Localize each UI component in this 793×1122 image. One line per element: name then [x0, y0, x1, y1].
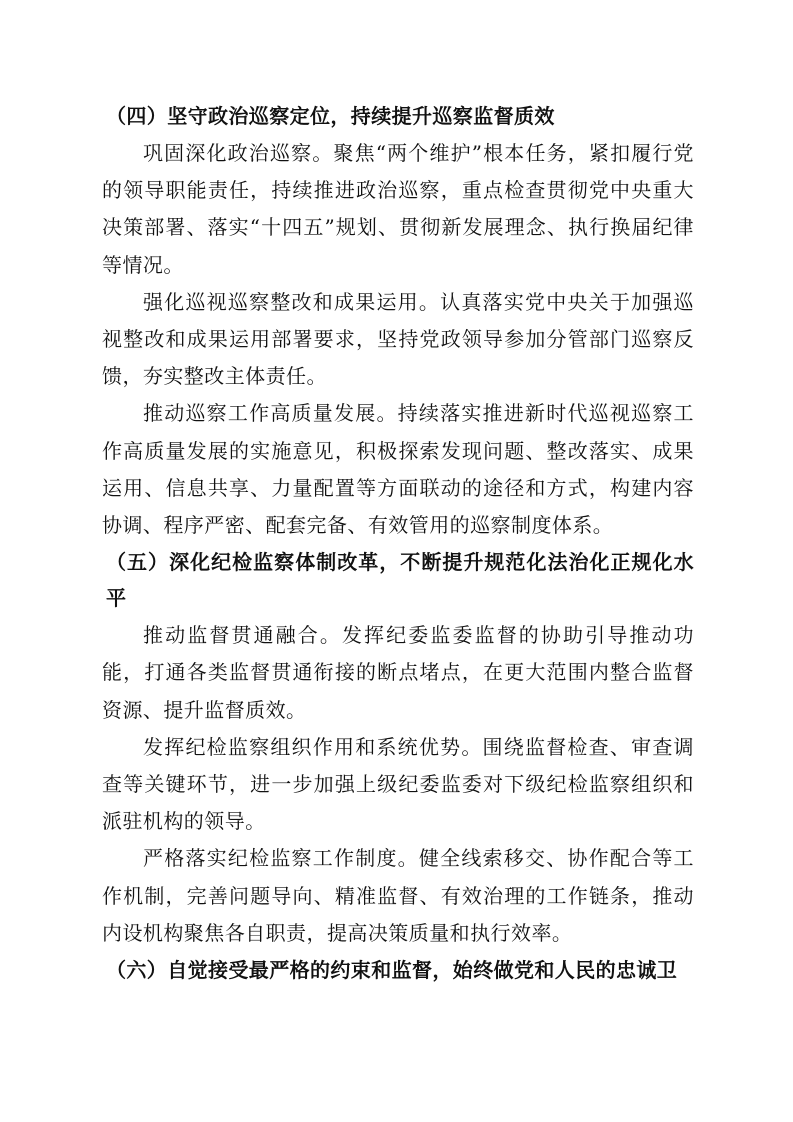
paragraph: 严格落实纪检监察工作制度。健全线索移交、协作配合等工作机制，完善问题导向、精准监督、有效治理的工作链条，推动内设机构聚焦各自职责，提高决策质量和执行效率。: [102, 846, 694, 945]
section-heading-5: （五）深化纪检监察体制改革，不断提升规范化法治化正规化水平: [106, 550, 694, 611]
paragraph: 推动巡察工作高质量发展。持续落实推进新时代巡视巡察工作高质量发展的实施意见，积极探索发现问题、整改落实、成果运用、信息共享、力量配置等方面联动的途径和方式，构建内容协调、程序严密、配套完备、有效管用的巡察制度体系。: [102, 401, 694, 538]
document-page: [102, 98, 694, 989]
paragraph: 发挥纪检监察组织作用和系统优势。围绕监督检查、审查调查等关键环节，进一步加强上级纪委监委对下级纪检监察组织和派驻机构的领导。: [102, 734, 694, 834]
paragraph: 强化巡视巡察整改和成果运用。认真落实党中央关于加强巡视整改和成果运用部署要求，坚持党政领导参加分管部门巡察反馈，夯实整改主体责任。: [102, 289, 694, 389]
paragraph: 巩固深化政治巡察。聚焦“两个维护”根本任务，紧扣履行党的领导职能责任，持续推进政治巡察，重点检查贯彻党中央重大决策部署、落实“十四五”规划、贯彻新发展理念、执行换届纪律等情况。: [102, 141, 694, 277]
section-heading-4: （四）坚守政治巡察定位，持续提升巡察监督质效: [106, 104, 555, 128]
section-heading-6: （六）自觉接受最严格的约束和监督，始终做党和人民的忠诚卫: [106, 958, 678, 983]
paragraph: 推动监督贯通融合。发挥纪委监委监督的协助引导推动功能，打通各类监督贯通衔接的断点堵点，在更大范围内整合监督资源、提升监督质效。: [102, 623, 694, 722]
